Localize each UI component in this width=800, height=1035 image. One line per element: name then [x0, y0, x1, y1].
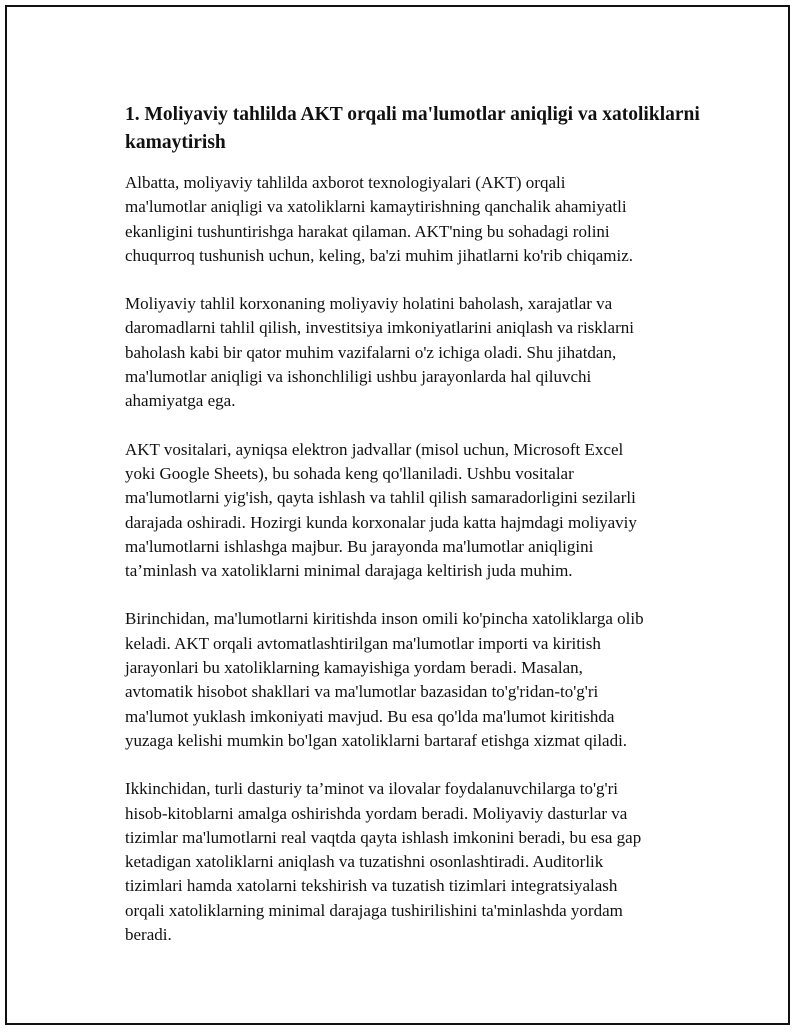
page-frame — [5, 5, 790, 1025]
paragraph-first-point: Birinchidan, ma'lumotlarni kiritishda inson omili ko'pincha xatoliklarga olib keladi. AKT orqali avtomatlashtirilgan ma'lumotlar importi va kiritish jarayonlari bu xatoliklarning kamayishiga yordam beradi. Masalan, avtomatik hisobot shakllari va ma'lumotlar bazasidan to'g'ridan-to'g'ri ma'lumot yuklash imkoniyati mavjud. Bu esa qo'lda ma'lumot kiritishda yuzaga kelishi mumkin bo'lgan xatoliklarni bartaraf etishga xizmat qiladi. — [125, 609, 644, 750]
paragraph-second-point: Ikkinchidan, turli dasturiy ta’minot va ilovalar foydalanuvchilarga to'g'ri hisob-kitoblarni amalga oshirishda yordam beradi. Moliyaviy dasturlar va tizimlar ma'lumotlarni real vaqtda qayta ishlash imkonini beradi, bu esa gap ketadigan xatoliklarni aniqlash va tuzatishni osonlashtiradi. Auditorlik tizimlari hamda xatolarni tekshirish va tuzatish tizimlari integratsiyalash orqali xatoliklarning minimal darajaga tushirilishini ta'minlashda yordam beradi. — [125, 779, 642, 945]
document-body — [125, 101, 700, 971]
paragraph-financial-analysis: Moliyaviy tahlil korxonaning moliyaviy holatini baholash, xarajatlar va daromadlarni tahlil qilish, investitsiya imkoniyatlarini aniqlash va risklarni baholash kabi bir qator muhim vazifalarni o'z ichiga oladi. Shu jihatdan, ma'lumotlar aniqligi va ishonchliligi ushbu jarayonlarda hal qiluvchi ahamiyatga ega. — [125, 294, 634, 411]
document-title: 1. Moliyaviy tahlilda AKT orqali ma'lumotlar aniqligi va xatoliklarni kamaytirish — [125, 104, 700, 153]
paragraph-intro: Albatta, moliyaviy tahlilda axborot texnologiyalari (AKT) orqali ma'lumotlar aniqligi va xatoliklarni kamaytirishning qanchalik ahamiyatli ekanligini tushuntirishga harakat qilaman. AKT'ning bu sohadagi rolini chuqurroq tushunish uchun, keling, ba'zi muhim jihatlarni ko'rib chiqamiz. — [125, 173, 633, 265]
paragraph-ict-tools: AKT vositalari, ayniqsa elektron jadvallar (misol uchun, Microsoft Excel yoki Google Sheets), bu sohada keng qo'llaniladi. Ushbu vositalar ma'lumotlarni yig'ish, qayta ishlash va tahlil qilish samaradorligini sezilarli darajada oshiradi. Hozirgi kunda korxonalar juda katta hajmdagi moliyaviy ma'lumotlarni ishlashga majbur. Bu jarayonda ma'lumotlar aniqligini ta’minlash va xatoliklarni minimal darajaga keltirish juda muhim. — [125, 439, 637, 581]
